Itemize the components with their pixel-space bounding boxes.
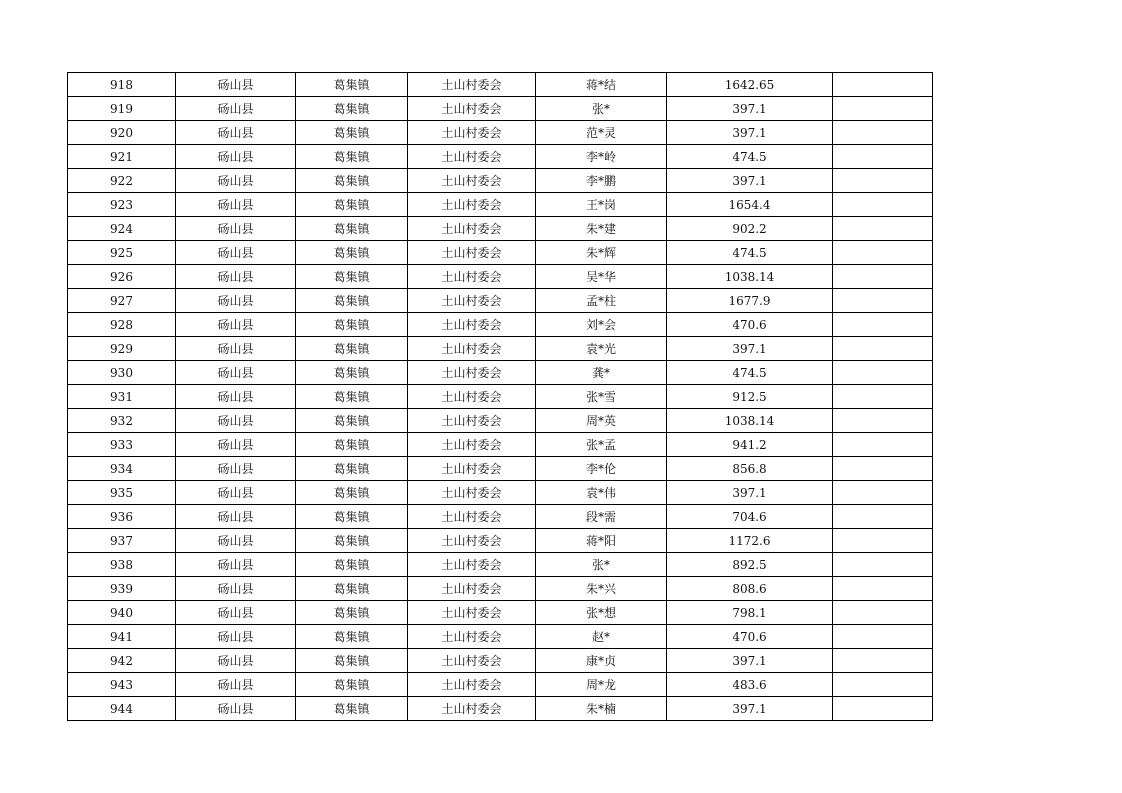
town-cell: 葛集镇 [296, 241, 408, 265]
name-cell: 赵* [536, 625, 667, 649]
name-cell: 范*灵 [536, 121, 667, 145]
town-cell: 葛集镇 [296, 673, 408, 697]
note-cell [833, 169, 933, 193]
amount-cell: 1642.65 [667, 73, 833, 97]
row-number-cell: 926 [68, 265, 176, 289]
village-cell: 土山村委会 [408, 625, 536, 649]
village-cell: 土山村委会 [408, 361, 536, 385]
name-cell: 康*贞 [536, 649, 667, 673]
town-cell: 葛集镇 [296, 97, 408, 121]
amount-cell: 483.6 [667, 673, 833, 697]
village-cell: 土山村委会 [408, 241, 536, 265]
county-cell: 砀山县 [176, 529, 296, 553]
village-cell: 土山村委会 [408, 481, 536, 505]
name-cell: 张*想 [536, 601, 667, 625]
row-number-cell: 925 [68, 241, 176, 265]
county-cell: 砀山县 [176, 385, 296, 409]
note-cell [833, 457, 933, 481]
row-number-cell: 936 [68, 505, 176, 529]
name-cell: 张* [536, 97, 667, 121]
row-number-cell: 941 [68, 625, 176, 649]
amount-cell: 798.1 [667, 601, 833, 625]
table-row [68, 337, 933, 361]
row-number-cell: 944 [68, 697, 176, 721]
name-cell: 刘*会 [536, 313, 667, 337]
county-cell: 砀山县 [176, 433, 296, 457]
table-row [68, 553, 933, 577]
village-cell: 土山村委会 [408, 601, 536, 625]
name-cell: 张* [536, 553, 667, 577]
amount-cell: 941.2 [667, 433, 833, 457]
table-body [68, 73, 933, 721]
amount-cell: 912.5 [667, 385, 833, 409]
name-cell: 蒋*结 [536, 73, 667, 97]
village-cell: 土山村委会 [408, 193, 536, 217]
town-cell: 葛集镇 [296, 385, 408, 409]
town-cell: 葛集镇 [296, 625, 408, 649]
town-cell: 葛集镇 [296, 121, 408, 145]
amount-cell: 470.6 [667, 313, 833, 337]
row-number-cell: 922 [68, 169, 176, 193]
row-number-cell: 921 [68, 145, 176, 169]
amount-cell: 397.1 [667, 697, 833, 721]
note-cell [833, 529, 933, 553]
village-cell: 土山村委会 [408, 121, 536, 145]
table-row [68, 625, 933, 649]
amount-cell: 470.6 [667, 625, 833, 649]
county-cell: 砀山县 [176, 145, 296, 169]
county-cell: 砀山县 [176, 289, 296, 313]
name-cell: 孟*柱 [536, 289, 667, 313]
row-number-cell: 938 [68, 553, 176, 577]
village-cell: 土山村委会 [408, 673, 536, 697]
table-row [68, 193, 933, 217]
note-cell [833, 385, 933, 409]
name-cell: 朱*楠 [536, 697, 667, 721]
table-row [68, 673, 933, 697]
town-cell: 葛集镇 [296, 337, 408, 361]
county-cell: 砀山县 [176, 457, 296, 481]
table-row [68, 73, 933, 97]
amount-cell: 1172.6 [667, 529, 833, 553]
table-row [68, 409, 933, 433]
name-cell: 段*需 [536, 505, 667, 529]
table-row [68, 289, 933, 313]
county-cell: 砀山县 [176, 217, 296, 241]
village-cell: 土山村委会 [408, 169, 536, 193]
name-cell: 周*英 [536, 409, 667, 433]
county-cell: 砀山县 [176, 121, 296, 145]
town-cell: 葛集镇 [296, 481, 408, 505]
amount-cell: 808.6 [667, 577, 833, 601]
amount-cell: 397.1 [667, 481, 833, 505]
note-cell [833, 97, 933, 121]
data-sheet [67, 72, 933, 721]
town-cell: 葛集镇 [296, 289, 408, 313]
note-cell [833, 481, 933, 505]
row-number-cell: 940 [68, 601, 176, 625]
amount-cell: 397.1 [667, 121, 833, 145]
name-cell: 张*雪 [536, 385, 667, 409]
village-cell: 土山村委会 [408, 697, 536, 721]
table-row [68, 97, 933, 121]
village-cell: 土山村委会 [408, 217, 536, 241]
table-row [68, 481, 933, 505]
amount-cell: 397.1 [667, 97, 833, 121]
county-cell: 砀山县 [176, 337, 296, 361]
town-cell: 葛集镇 [296, 553, 408, 577]
town-cell: 葛集镇 [296, 457, 408, 481]
table-row [68, 577, 933, 601]
amount-cell: 1677.9 [667, 289, 833, 313]
note-cell [833, 289, 933, 313]
amount-cell: 474.5 [667, 361, 833, 385]
table-row [68, 457, 933, 481]
note-cell [833, 673, 933, 697]
row-number-cell: 931 [68, 385, 176, 409]
town-cell: 葛集镇 [296, 265, 408, 289]
note-cell [833, 649, 933, 673]
amount-cell: 1038.14 [667, 409, 833, 433]
amount-cell: 1654.4 [667, 193, 833, 217]
note-cell [833, 409, 933, 433]
village-cell: 土山村委会 [408, 457, 536, 481]
name-cell: 朱*辉 [536, 241, 667, 265]
town-cell: 葛集镇 [296, 313, 408, 337]
row-number-cell: 934 [68, 457, 176, 481]
row-number-cell: 927 [68, 289, 176, 313]
row-number-cell: 937 [68, 529, 176, 553]
row-number-cell: 929 [68, 337, 176, 361]
row-number-cell: 918 [68, 73, 176, 97]
county-cell: 砀山县 [176, 553, 296, 577]
table-row [68, 313, 933, 337]
village-cell: 土山村委会 [408, 289, 536, 313]
amount-cell: 397.1 [667, 337, 833, 361]
name-cell: 张*孟 [536, 433, 667, 457]
amount-cell: 397.1 [667, 169, 833, 193]
county-cell: 砀山县 [176, 361, 296, 385]
row-number-cell: 943 [68, 673, 176, 697]
row-number-cell: 923 [68, 193, 176, 217]
note-cell [833, 145, 933, 169]
county-cell: 砀山县 [176, 169, 296, 193]
village-cell: 土山村委会 [408, 577, 536, 601]
note-cell [833, 577, 933, 601]
note-cell [833, 553, 933, 577]
table-row [68, 697, 933, 721]
amount-cell: 856.8 [667, 457, 833, 481]
town-cell: 葛集镇 [296, 697, 408, 721]
village-cell: 土山村委会 [408, 265, 536, 289]
name-cell: 袁*伟 [536, 481, 667, 505]
note-cell [833, 217, 933, 241]
town-cell: 葛集镇 [296, 433, 408, 457]
village-cell: 土山村委会 [408, 73, 536, 97]
county-cell: 砀山县 [176, 193, 296, 217]
table-row [68, 121, 933, 145]
name-cell: 李*岭 [536, 145, 667, 169]
row-number-cell: 935 [68, 481, 176, 505]
county-cell: 砀山县 [176, 673, 296, 697]
table-row [68, 529, 933, 553]
town-cell: 葛集镇 [296, 169, 408, 193]
town-cell: 葛集镇 [296, 529, 408, 553]
town-cell: 葛集镇 [296, 601, 408, 625]
note-cell [833, 337, 933, 361]
village-cell: 土山村委会 [408, 409, 536, 433]
note-cell [833, 361, 933, 385]
village-cell: 土山村委会 [408, 337, 536, 361]
county-cell: 砀山县 [176, 73, 296, 97]
table-row [68, 169, 933, 193]
row-number-cell: 920 [68, 121, 176, 145]
note-cell [833, 505, 933, 529]
note-cell [833, 265, 933, 289]
village-cell: 土山村委会 [408, 385, 536, 409]
name-cell: 蒋*阳 [536, 529, 667, 553]
county-cell: 砀山县 [176, 241, 296, 265]
county-cell: 砀山县 [176, 649, 296, 673]
village-cell: 土山村委会 [408, 553, 536, 577]
note-cell [833, 193, 933, 217]
table-row [68, 265, 933, 289]
note-cell [833, 313, 933, 337]
name-cell: 李*鹏 [536, 169, 667, 193]
row-number-cell: 928 [68, 313, 176, 337]
village-cell: 土山村委会 [408, 433, 536, 457]
village-cell: 土山村委会 [408, 313, 536, 337]
county-cell: 砀山县 [176, 97, 296, 121]
name-cell: 李*伦 [536, 457, 667, 481]
row-number-cell: 942 [68, 649, 176, 673]
name-cell: 吴*华 [536, 265, 667, 289]
town-cell: 葛集镇 [296, 361, 408, 385]
amount-cell: 474.5 [667, 145, 833, 169]
county-cell: 砀山县 [176, 481, 296, 505]
county-cell: 砀山县 [176, 577, 296, 601]
county-cell: 砀山县 [176, 313, 296, 337]
county-cell: 砀山县 [176, 265, 296, 289]
village-cell: 土山村委会 [408, 97, 536, 121]
town-cell: 葛集镇 [296, 409, 408, 433]
note-cell [833, 697, 933, 721]
row-number-cell: 939 [68, 577, 176, 601]
table-row [68, 217, 933, 241]
row-number-cell: 930 [68, 361, 176, 385]
amount-cell: 397.1 [667, 649, 833, 673]
amount-cell: 474.5 [667, 241, 833, 265]
table-row [68, 241, 933, 265]
row-number-cell: 919 [68, 97, 176, 121]
note-cell [833, 241, 933, 265]
table-row [68, 361, 933, 385]
amount-cell: 704.6 [667, 505, 833, 529]
table-row [68, 649, 933, 673]
village-cell: 土山村委会 [408, 529, 536, 553]
row-number-cell: 932 [68, 409, 176, 433]
name-cell: 朱*建 [536, 217, 667, 241]
county-cell: 砀山县 [176, 625, 296, 649]
note-cell [833, 625, 933, 649]
name-cell: 朱*兴 [536, 577, 667, 601]
table-row [68, 505, 933, 529]
name-cell: 龚* [536, 361, 667, 385]
name-cell: 王*岗 [536, 193, 667, 217]
table-row [68, 433, 933, 457]
town-cell: 葛集镇 [296, 505, 408, 529]
note-cell [833, 121, 933, 145]
town-cell: 葛集镇 [296, 193, 408, 217]
town-cell: 葛集镇 [296, 73, 408, 97]
county-cell: 砀山县 [176, 409, 296, 433]
amount-cell: 1038.14 [667, 265, 833, 289]
subsidy-table [67, 72, 933, 721]
town-cell: 葛集镇 [296, 217, 408, 241]
village-cell: 土山村委会 [408, 649, 536, 673]
town-cell: 葛集镇 [296, 145, 408, 169]
table-row [68, 385, 933, 409]
table-row [68, 601, 933, 625]
county-cell: 砀山县 [176, 601, 296, 625]
name-cell: 袁*光 [536, 337, 667, 361]
note-cell [833, 433, 933, 457]
amount-cell: 892.5 [667, 553, 833, 577]
town-cell: 葛集镇 [296, 649, 408, 673]
village-cell: 土山村委会 [408, 145, 536, 169]
village-cell: 土山村委会 [408, 505, 536, 529]
county-cell: 砀山县 [176, 697, 296, 721]
note-cell [833, 601, 933, 625]
amount-cell: 902.2 [667, 217, 833, 241]
row-number-cell: 933 [68, 433, 176, 457]
county-cell: 砀山县 [176, 505, 296, 529]
town-cell: 葛集镇 [296, 577, 408, 601]
note-cell [833, 73, 933, 97]
row-number-cell: 924 [68, 217, 176, 241]
table-row [68, 145, 933, 169]
name-cell: 周*龙 [536, 673, 667, 697]
